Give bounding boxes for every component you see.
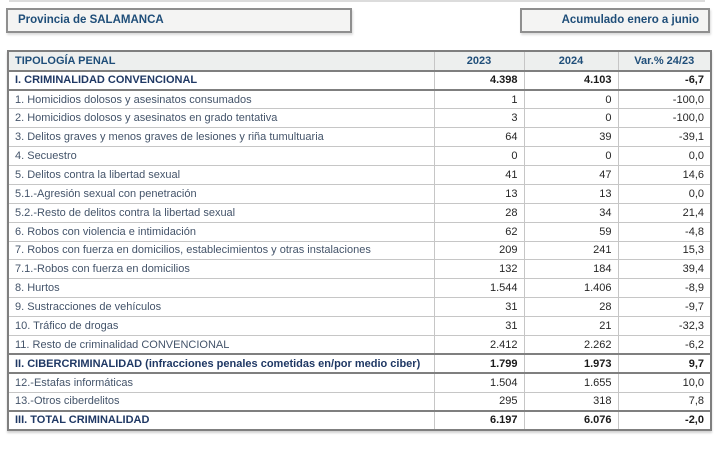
value-2024: 0 [524,109,618,128]
table-row [8,128,711,147]
value-var-pct: -9,7 [618,298,711,317]
value-2023: 1.544 [434,279,524,298]
value-var-pct: 0,0 [618,147,711,166]
value-2024: 59 [524,222,618,241]
value-var-pct: 15,3 [618,241,711,260]
value-2024: 47 [524,165,618,184]
column-header-2023: 2023 [434,51,524,71]
value-var-pct: 10,0 [618,373,711,392]
column-header-variation: Var.% 24/23 [618,51,711,71]
value-2024: 0 [524,90,618,109]
row-label: 12.-Estafas informáticas [8,373,434,392]
column-header-2024: 2024 [524,51,618,71]
value-var-pct: -6,7 [618,71,711,90]
row-label: 7.1.-Robos con fuerza en domicilios [8,260,434,279]
row-label: I. CRIMINALIDAD CONVENCIONAL [8,71,434,90]
value-2023: 1.504 [434,373,524,392]
value-2023: 31 [434,317,524,336]
row-label: 5. Delitos contra la libertad sexual [8,165,434,184]
value-var-pct: -6,2 [618,335,711,354]
value-2024: 0 [524,147,618,166]
value-var-pct: 0,0 [618,184,711,203]
value-2024: 4.103 [524,71,618,90]
row-label: 8. Hurtos [8,279,434,298]
value-2024: 318 [524,392,618,411]
row-label: III. TOTAL CRIMINALIDAD [8,411,434,430]
row-label: 10. Tráfico de drogas [8,317,434,336]
value-2023: 6.197 [434,411,524,430]
value-2024: 1.406 [524,279,618,298]
value-var-pct: -4,8 [618,222,711,241]
column-header-tipologia: TIPOLOGÍA PENAL [8,51,434,71]
value-2023: 4.398 [434,71,524,90]
value-2024: 1.655 [524,373,618,392]
value-2023: 2.412 [434,335,524,354]
table-header [8,51,711,71]
table-row [8,71,711,90]
table-header-row [8,51,711,71]
table-row [8,109,711,128]
value-2024: 34 [524,203,618,222]
row-label: 1. Homicidios dolosos y asesinatos consumados [8,90,434,109]
value-2023: 31 [434,298,524,317]
value-var-pct: -39,1 [618,128,711,147]
value-2024: 241 [524,241,618,260]
row-label: 11. Resto de criminalidad CONVENCIONAL [8,335,434,354]
value-var-pct: -2,0 [618,411,711,430]
table-row [8,373,711,392]
value-2024: 184 [524,260,618,279]
row-label: 6. Robos con violencia e intimidación [8,222,434,241]
value-2024: 1.973 [524,354,618,373]
province-box: Provincia de SALAMANCA [6,8,352,33]
row-label: 5.2.-Resto de delitos contra la libertad sexual [8,203,434,222]
table-body [8,71,711,430]
row-label: 4. Secuestro [8,147,434,166]
crime-statistics-table [7,50,712,431]
value-2023: 1 [434,90,524,109]
value-var-pct: -100,0 [618,109,711,128]
value-2023: 64 [434,128,524,147]
value-var-pct: 9,7 [618,354,711,373]
row-label: 3. Delitos graves y menos graves de lesiones y riña tumultuaria [8,128,434,147]
value-2023: 28 [434,203,524,222]
row-label: 2. Homicidios dolosos y asesinatos en grado tentativa [8,109,434,128]
row-label: II. CIBERCRIMINALIDAD (infracciones penales cometidas en/por medio ciber) [8,354,434,373]
report-header [6,8,710,33]
table-row [8,222,711,241]
value-2023: 132 [434,260,524,279]
value-2024: 39 [524,128,618,147]
value-2023: 62 [434,222,524,241]
value-2024: 6.076 [524,411,618,430]
value-2023: 3 [434,109,524,128]
top-divider [9,0,705,2]
value-var-pct: 39,4 [618,260,711,279]
value-2023: 41 [434,165,524,184]
value-var-pct: -8,9 [618,279,711,298]
table-row [8,184,711,203]
table-row [8,317,711,336]
value-2024: 21 [524,317,618,336]
table-row [8,241,711,260]
row-label: 5.1.-Agresión sexual con penetración [8,184,434,203]
value-2023: 0 [434,147,524,166]
table-row [8,203,711,222]
table-row [8,335,711,354]
value-var-pct: -100,0 [618,90,711,109]
value-2023: 1.799 [434,354,524,373]
value-var-pct: 7,8 [618,392,711,411]
value-var-pct: -32,3 [618,317,711,336]
table-row [8,260,711,279]
row-label: 13.-Otros ciberdelitos [8,392,434,411]
value-var-pct: 21,4 [618,203,711,222]
table-row [8,165,711,184]
table-row [8,90,711,109]
value-2024: 2.262 [524,335,618,354]
value-2023: 209 [434,241,524,260]
table-row [8,298,711,317]
table-row [8,392,711,411]
row-label: 9. Sustracciones de vehículos [8,298,434,317]
value-2024: 13 [524,184,618,203]
value-2023: 13 [434,184,524,203]
value-2023: 295 [434,392,524,411]
row-label: 7. Robos con fuerza en domicilios, establecimientos y otras instalaciones [8,241,434,260]
period-box: Acumulado enero a junio [520,8,710,33]
table-row [8,279,711,298]
value-2024: 28 [524,298,618,317]
table-row [8,411,711,430]
table-row [8,354,711,373]
value-var-pct: 14,6 [618,165,711,184]
table-row [8,147,711,166]
